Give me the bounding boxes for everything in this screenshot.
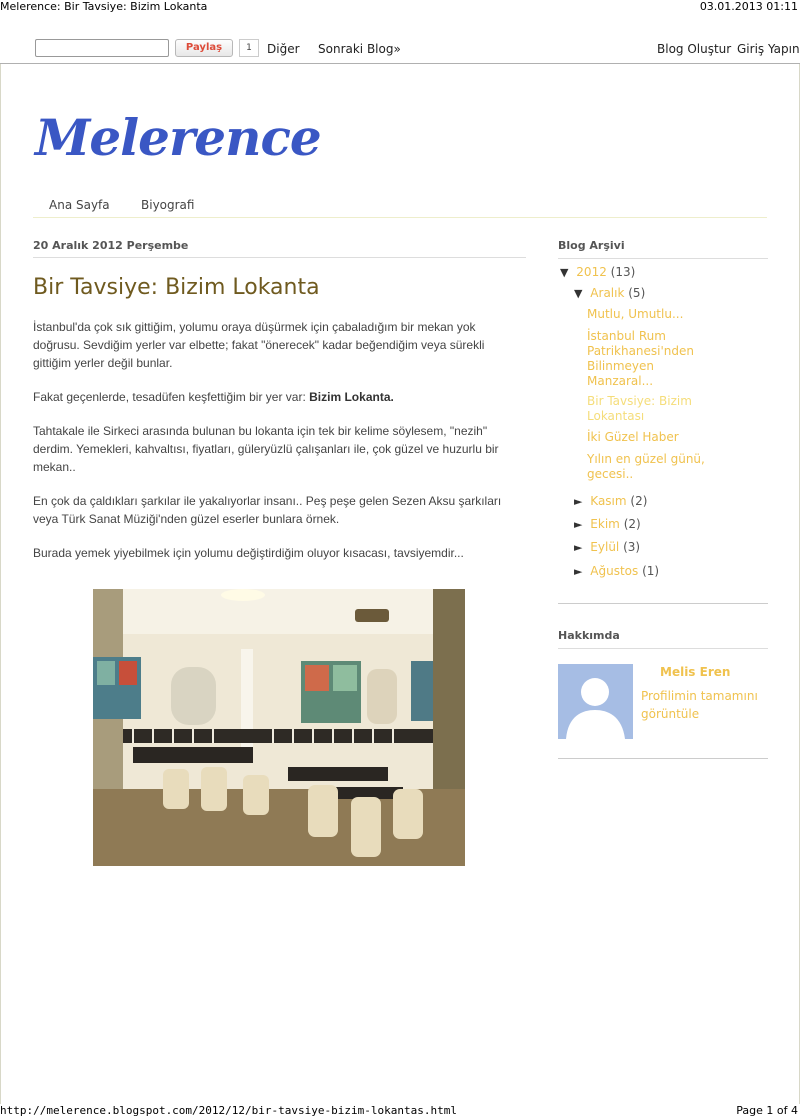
expand-toggle-icon[interactable]: ► <box>574 541 583 554</box>
print-datetime: 03.01.2013 01:11 <box>699 0 798 13</box>
collapse-toggle-icon[interactable]: ▼ <box>560 266 569 279</box>
archive-month-ekim <box>574 517 641 531</box>
archive-count: (2) <box>630 494 648 508</box>
restaurant-photo[interactable] <box>93 589 465 866</box>
archive-month-agustos <box>574 564 659 578</box>
archive-count: (2) <box>623 517 641 531</box>
archive-post-link[interactable]: Mutlu, Umutlu... <box>587 307 684 321</box>
page-frame <box>0 64 800 1104</box>
expand-toggle-icon[interactable]: ► <box>574 518 583 531</box>
archive-month-kasim <box>574 494 647 508</box>
page-tabs <box>33 196 767 218</box>
search-input[interactable] <box>35 39 169 57</box>
sign-in-link[interactable]: Giriş Yapın <box>737 42 800 56</box>
archive-count: (3) <box>623 540 641 554</box>
share-button[interactable]: Paylaş <box>175 39 233 57</box>
tab-biography[interactable]: Biyografi <box>141 198 195 212</box>
archive-post-link[interactable]: İki Güzel Haber <box>587 430 679 444</box>
post-text: Fakat geçenlerde, tesadüfen keşfettiğim bir yer var: <box>33 390 310 404</box>
profile-link[interactable]: Profilimin tamamını görüntüle <box>641 689 758 721</box>
post-paragraph: Tahtakale ile Sirkeci arasında bulunan bu lokanta için tek bir kelime söylesem, "nezih" derdim. Yemekleri, kahvaltısı, fiyatları, güleryüzlü çalışanları ile, çok güzel ve huzurlu bir mekan.. <box>33 424 499 474</box>
post-bold-text: Bizim Lokanta. <box>309 390 394 404</box>
post-body <box>33 318 507 578</box>
print-page-title: Melerence: Bir Tavsiye: Bizim Lokanta <box>0 0 208 13</box>
print-page-number: Page 1 of 4 <box>736 1104 798 1117</box>
archive-year-2012 <box>560 265 635 279</box>
archive-month-link[interactable]: Eylül <box>590 540 620 554</box>
print-header <box>0 0 800 14</box>
sidebar <box>558 239 768 721</box>
restaurant-interior-image <box>93 589 465 866</box>
archive-month-aralik <box>574 286 645 300</box>
blog-title[interactable]: Melerence <box>35 108 321 167</box>
expand-toggle-icon[interactable]: ► <box>574 495 583 508</box>
user-silhouette-icon <box>558 664 633 739</box>
about-title: Hakkımda <box>558 629 768 649</box>
post-paragraph: En çok da çaldıkları şarkılar ile yakalıyorlar insanı.. Peş peşe gelen Sezen Aksu şarkıları veya Türk Sanat Müziği'nden güzel eserler bunlara örnek. <box>33 494 502 526</box>
expand-toggle-icon[interactable]: ► <box>574 565 583 578</box>
archive-month-link[interactable]: Aralık <box>590 286 625 300</box>
archive-month-link[interactable]: Kasım <box>590 494 627 508</box>
archive-title: Blog Arşivi <box>558 239 768 259</box>
sidebar-divider <box>558 603 768 604</box>
post-paragraph: İstanbul'da çok sık gittiğim, yolumu oraya düşürmek için çabaladığım bir mekan yok doğrusu. Sevdiğim yerler var elbette; fakat "önerecek" kadar beğendiğim veya sürekli gittiğim yerler değil bunlar. <box>33 320 485 370</box>
archive-count: (13) <box>610 265 636 279</box>
avatar[interactable] <box>558 664 633 739</box>
archive-count: (1) <box>642 564 660 578</box>
share-count: 1 <box>239 39 259 57</box>
print-footer <box>0 1104 800 1118</box>
archive-post-link[interactable]: Yılın en güzel günü, gecesi.. <box>587 452 705 481</box>
archive-post-link[interactable]: İstanbul Rum Patrikhanesi'nden Bilinmeyen Manzaral... <box>587 329 695 388</box>
collapse-toggle-icon[interactable]: ▼ <box>574 287 583 300</box>
archive-month-eylul <box>574 540 640 554</box>
post-title[interactable]: Bir Tavsiye: Bizim Lokanta <box>33 275 320 300</box>
post-paragraph <box>33 388 507 406</box>
about-name[interactable]: Melis Eren <box>660 665 731 679</box>
create-blog-link[interactable]: Blog Oluştur <box>657 42 732 56</box>
post-paragraph: Burada yemek yiyebilmek için yolumu değiştirdiğim oluyor kısacası, tavsiyemdir... <box>33 546 464 560</box>
sidebar-divider <box>558 758 768 759</box>
post-date: 20 Aralık 2012 Perşembe <box>33 239 526 258</box>
next-blog-link[interactable]: Sonraki Blog» <box>318 42 401 56</box>
archive-month-link[interactable]: Ağustos <box>590 564 639 578</box>
print-url: http://melerence.blogspot.com/2012/12/bir-tavsiye-bizim-lokantas.html <box>0 1104 457 1117</box>
archive-month-link[interactable]: Ekim <box>590 517 620 531</box>
blogger-navbar <box>0 36 800 64</box>
archive-count: (5) <box>628 286 646 300</box>
tab-home[interactable]: Ana Sayfa <box>49 198 110 212</box>
more-link[interactable]: Diğer <box>267 42 300 56</box>
archive-year-link[interactable]: 2012 <box>576 265 607 279</box>
archive-post-link-current[interactable]: Bir Tavsiye: Bizim Lokantası <box>587 394 692 423</box>
